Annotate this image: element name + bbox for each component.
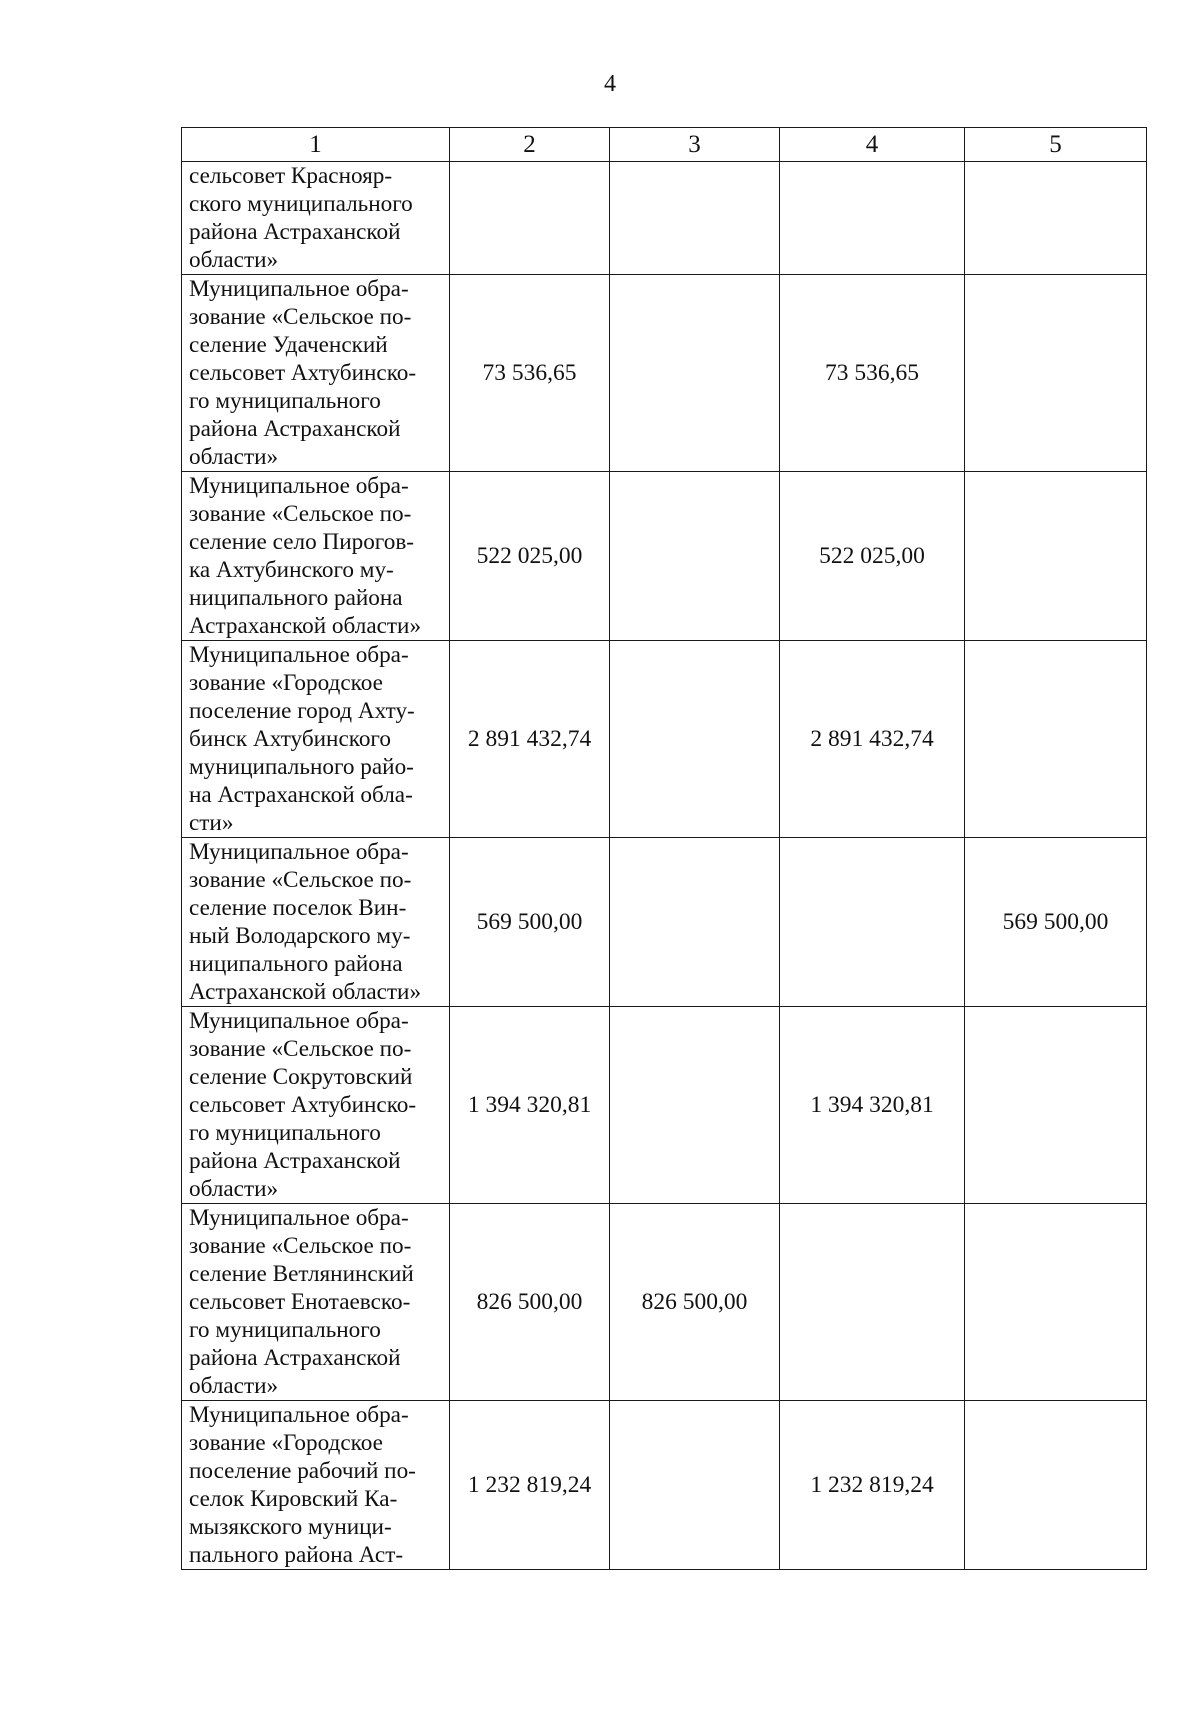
municipality-name-line: зование «Городское — [189, 670, 383, 696]
municipality-name-line: области» — [189, 444, 279, 470]
municipality-name-line: селение Удаченский — [189, 332, 388, 358]
column-header-1: 1 — [182, 128, 450, 162]
municipality-name-line: Астраханской области» — [189, 613, 422, 639]
amount-cell-4: 2 891 432,74 — [780, 641, 965, 838]
municipality-name-line: сельсовет Краснояр- — [189, 163, 393, 189]
municipality-name-line: ный Володарского му- — [189, 923, 411, 949]
amount-cell-3 — [610, 1007, 780, 1204]
municipality-name-line: бинск Ахтубинского — [189, 726, 391, 752]
municipality-name-line: селение поселок Вин- — [189, 895, 407, 921]
table-row — [182, 1204, 1147, 1401]
column-header-2: 2 — [450, 128, 610, 162]
municipality-name-line: Муниципальное обра- — [189, 839, 409, 865]
table-row — [182, 1007, 1147, 1204]
table-row — [182, 1401, 1147, 1570]
amount-cell-4 — [780, 162, 965, 275]
municipality-name-line: го муниципального — [189, 388, 381, 414]
municipality-name-line: ниципального района — [189, 951, 403, 977]
municipality-name-line: Муниципальное обра- — [189, 473, 409, 499]
amount-cell-5: 569 500,00 — [965, 838, 1147, 1007]
amount-cell-5 — [965, 162, 1147, 275]
table-row — [182, 275, 1147, 472]
amount-cell-4 — [780, 838, 965, 1007]
municipality-name-line: селение Сокрутовский — [189, 1064, 413, 1090]
municipality-name-line: Муниципальное обра- — [189, 1402, 409, 1428]
municipality-name-line: Астраханской области» — [189, 979, 422, 1005]
column-header-5: 5 — [965, 128, 1147, 162]
amount-cell-3: 826 500,00 — [610, 1204, 780, 1401]
municipality-name-line: области» — [189, 247, 279, 273]
municipality-name-line: селок Кировский Ка- — [189, 1486, 398, 1512]
amount-cell-5 — [965, 1401, 1147, 1570]
municipality-name-cell — [182, 1401, 450, 1570]
amount-cell-4: 1 232 819,24 — [780, 1401, 965, 1570]
table-row — [182, 162, 1147, 275]
amount-cell-2: 1 232 819,24 — [450, 1401, 610, 1570]
amount-cell-4 — [780, 1204, 965, 1401]
allocation-table — [181, 127, 1147, 1570]
municipality-name-line: мызякского муници- — [189, 1514, 392, 1540]
municipality-name-cell — [182, 472, 450, 641]
municipality-name-line: го муниципального — [189, 1120, 381, 1146]
municipality-name-line: сельсовет Ахтубинско- — [189, 1092, 417, 1118]
table-row — [182, 472, 1147, 641]
municipality-name-line: поселение рабочий по- — [189, 1458, 416, 1484]
municipality-name-line: зование «Сельское по- — [189, 304, 412, 330]
municipality-name-cell — [182, 1007, 450, 1204]
municipality-name-line: зование «Городское — [189, 1430, 383, 1456]
table-row — [182, 838, 1147, 1007]
municipality-name-line: района Астраханской — [189, 219, 401, 245]
municipality-name-line: ка Ахтубинского му- — [189, 557, 394, 583]
municipality-name-line: района Астраханской — [189, 1345, 401, 1371]
municipality-name-line: зование «Сельское по- — [189, 501, 412, 527]
municipality-name-line: пального района Аст- — [189, 1542, 404, 1568]
municipality-name-line: области» — [189, 1373, 279, 1399]
amount-cell-2 — [450, 162, 610, 275]
table-row — [182, 641, 1147, 838]
amount-cell-4: 1 394 320,81 — [780, 1007, 965, 1204]
municipality-name-line: района Астраханской — [189, 416, 401, 442]
amount-cell-5 — [965, 641, 1147, 838]
amount-cell-4: 73 536,65 — [780, 275, 965, 472]
amount-cell-3 — [610, 275, 780, 472]
amount-cell-3 — [610, 162, 780, 275]
amount-cell-3 — [610, 1401, 780, 1570]
amount-cell-2: 2 891 432,74 — [450, 641, 610, 838]
amount-cell-2: 1 394 320,81 — [450, 1007, 610, 1204]
municipality-name-line: зование «Сельское по- — [189, 1036, 412, 1062]
amount-cell-3 — [610, 472, 780, 641]
municipality-name-line: селение Ветлянинский — [189, 1261, 414, 1287]
amount-cell-5 — [965, 1007, 1147, 1204]
municipality-name-line: Муниципальное обра- — [189, 1205, 409, 1231]
municipality-name-cell — [182, 1204, 450, 1401]
amount-cell-2: 569 500,00 — [450, 838, 610, 1007]
municipality-name-line: ниципального района — [189, 585, 403, 611]
municipality-name-line: района Астраханской — [189, 1148, 401, 1174]
municipality-name-line: селение село Пирогов- — [189, 529, 415, 555]
municipality-name-line: Муниципальное обра- — [189, 1008, 409, 1034]
municipality-name-line: сти» — [189, 810, 234, 836]
municipality-name-line: сельсовет Енотаевско- — [189, 1289, 411, 1315]
amount-cell-3 — [610, 641, 780, 838]
municipality-name-cell — [182, 641, 450, 838]
municipality-name-line: на Астраханской обла- — [189, 782, 413, 808]
municipality-name-line: сельсовет Ахтубинско- — [189, 360, 417, 386]
municipality-name-cell — [182, 275, 450, 472]
municipality-name-line: области» — [189, 1176, 279, 1202]
page-number: 4 — [604, 71, 616, 97]
amount-cell-3 — [610, 838, 780, 1007]
amount-cell-2: 826 500,00 — [450, 1204, 610, 1401]
table-header-row — [182, 128, 1147, 162]
amount-cell-5 — [965, 472, 1147, 641]
municipality-name-line: Муниципальное обра- — [189, 276, 409, 302]
municipality-name-line: Муниципальное обра- — [189, 642, 409, 668]
amount-cell-2: 522 025,00 — [450, 472, 610, 641]
amount-cell-5 — [965, 275, 1147, 472]
column-header-3: 3 — [610, 128, 780, 162]
municipality-name-line: муниципального райо- — [189, 754, 414, 780]
table-body — [182, 162, 1147, 1570]
municipality-name-line: ского муниципального — [189, 191, 413, 217]
municipality-name-cell — [182, 838, 450, 1007]
municipality-name-line: зование «Сельское по- — [189, 1233, 412, 1259]
municipality-name-line: зование «Сельское по- — [189, 867, 412, 893]
column-header-4: 4 — [780, 128, 965, 162]
amount-cell-4: 522 025,00 — [780, 472, 965, 641]
municipality-name-line: го муниципального — [189, 1317, 381, 1343]
amount-cell-2: 73 536,65 — [450, 275, 610, 472]
municipality-name-line: поселение город Ахту- — [189, 698, 415, 724]
municipality-name-cell — [182, 162, 450, 275]
amount-cell-5 — [965, 1204, 1147, 1401]
